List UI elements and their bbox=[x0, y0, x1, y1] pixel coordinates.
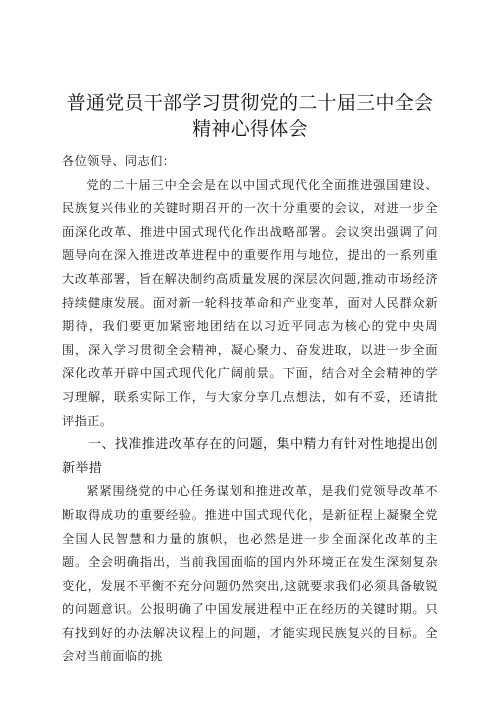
section-heading: 一、找准推进改革存在的问题，集中精力有针对性地提出创新举措 bbox=[62, 437, 438, 476]
salutation: 各位领导、同志们： bbox=[62, 154, 176, 168]
document-body bbox=[62, 150, 438, 669]
document-title: 普通党员干部学习贯彻党的二十届三中全会精神心得体会 bbox=[66, 92, 434, 140]
body-paragraph: 党的二十届三中全会是在以中国式现代化全面推进强国建设、民族复兴伟业的关键时期召开的一次十分重要的会议，对进一步全面深化改革、推进中国式现代化作出战略部署。会议突出强调了问题导向在深入推进改革进程中的重要作用与地位，提出的一系列重大改革部署，旨在解决制约高质量发展的深层次问题,推动市场经济持续健康发展。面对新一轮科技革命和产业变革，面对人民群众新期待，我们要更加紧密地团结在以习近平同志为核心的党中央周围，深入学习贯彻全会精神，凝心聚力、奋发进取，以进一步全面深化改革开辟中国式现代化广阔前景。下面，结合对全会精神的学习理解，联系实际工作，与大家分享几点想法，如有不妥，还请批评指正。 bbox=[62, 177, 438, 428]
section-paragraph: 紧紧围绕党的中心任务谋划和推进改革，是我们党领导改革不断取得成功的重要经验。推进中国式现代化，是新征程上凝聚全党全国人民智慧和力量的旗帜，也必然是进一步全面深化改革的主题。全会明确指出，当前我国面临的国内外环境正在发生深刻复杂变化，发展不平衡不充分问题仍然突出,这就要求我们必须具备敏锐的问题意识。公报明确了中国发展进程中正在经历的关键时期。只有找到好的办法解决议程上的问题，才能实现民族复兴的目标。全会对当前面临的挑 bbox=[62, 484, 438, 664]
